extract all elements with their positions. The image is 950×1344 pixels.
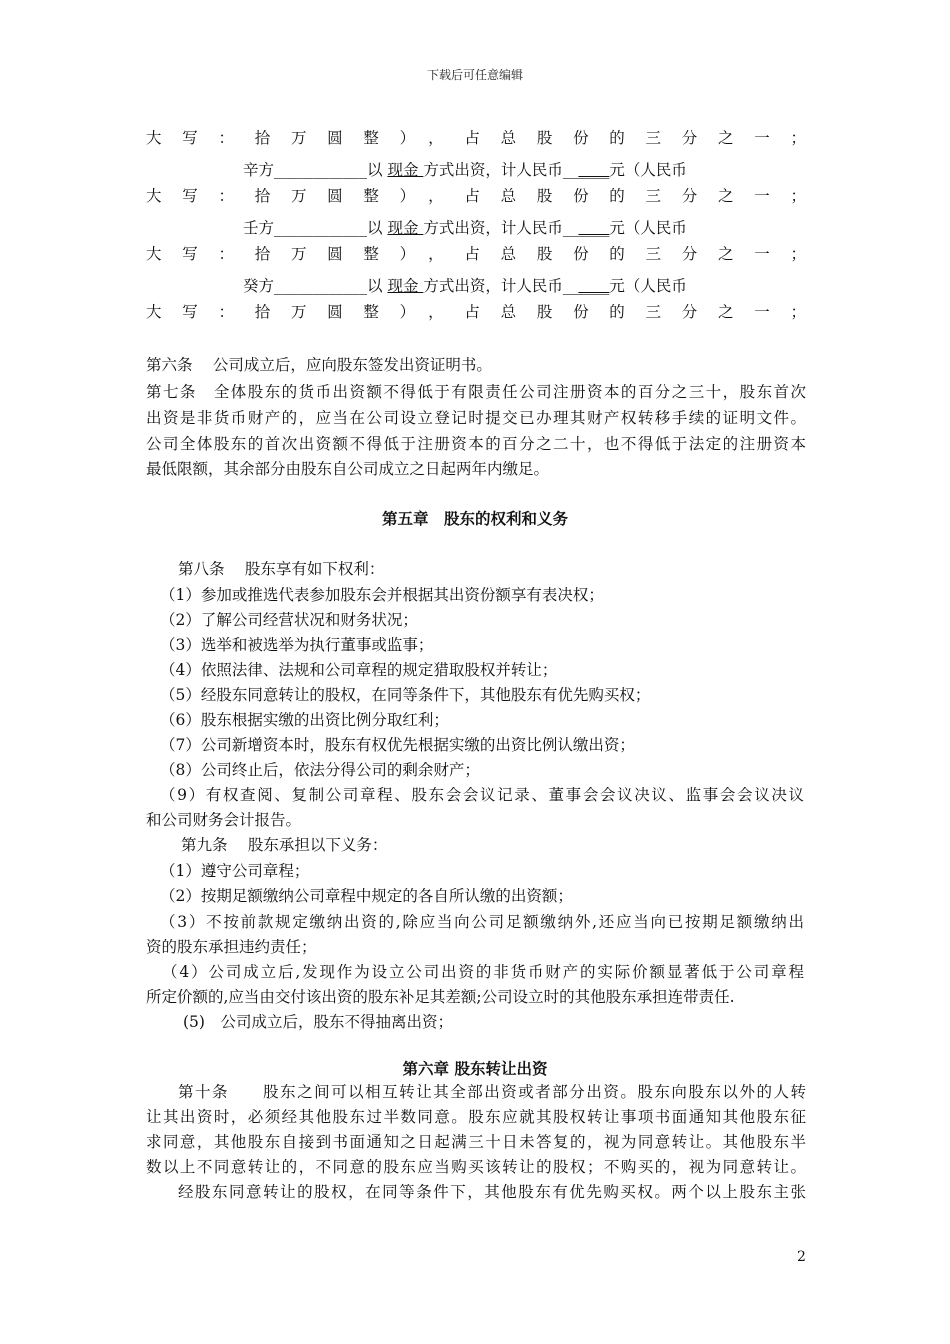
- page-number: 2: [797, 1249, 806, 1265]
- chapter-5-title: 第五章 股东的权利和义务: [381, 509, 568, 528]
- article-10-line: 经股东同意转让的股权，在同等条件下，其他股东有优先购买权。两个以上股东主张: [178, 1183, 806, 1201]
- party-xin-line: 辛方____________以 现金 方式出资，计人民币______元（人民币: [243, 161, 687, 179]
- duty-item: （1）遵守公司章程；: [160, 862, 310, 880]
- duty-item-cont: 资的股东承担违约责任；: [146, 938, 317, 956]
- article-7-line: 公司全体股东的首次出资额不得低于注册资本的百分之二十，也不得低于法定的注册资本: [146, 435, 806, 453]
- article-7-line: 第七条 全体股东的货币出资额不得低于有限责任公司注册资本的百分之三十，股东首次: [146, 383, 806, 401]
- right-item: （5）经股东同意转让的股权，在同等条件下，其他股东有优先购买权；: [160, 686, 651, 704]
- party-ren-cont: 大写：拾万圆整），占总股份的三分之一；: [146, 245, 806, 263]
- right-item: （4）依照法律、法规和公司章程的规定猎取股权并转让；: [160, 661, 558, 679]
- duty-item-cont: 所定价额的,应当由交付该出资的股东补足其差额;公司设立时的其他股东承担连带责任.: [146, 988, 735, 1006]
- right-item: （6）股东根据实缴的出资比例分取红利；: [160, 711, 449, 729]
- party-ren-line: 壬方____________以 现金 方式出资，计人民币______元（人民币: [243, 219, 687, 237]
- article-10-line: 第十条 股东之间可以相互转让其全部出资或者部分出资。股东向股东以外的人转: [178, 1083, 806, 1101]
- duty-item: （3）不按前款规定缴纳出资的,除应当向公司足额缴纳外,还应当向已按期足额缴纳出: [160, 913, 804, 931]
- right-item: （8）公司终止后，依法分得公司的剩余财产；: [160, 761, 480, 779]
- duty-item: （4）公司成立后,发现作为设立公司出资的非货币财产的实际价额显著低于公司章程: [162, 963, 804, 981]
- party-gui-cont: 大写：拾万圆整），占总股份的三分之一；: [146, 303, 806, 321]
- chapter-6-title: 第六章 股东转让出资: [402, 1059, 548, 1078]
- right-item: （9）有权查阅、复制公司章程、股东会会议记录、董事会会议决议、监事会会议决议: [160, 786, 804, 804]
- page-header: 下载后可任意编辑: [426, 68, 523, 82]
- article-9-head: 第九条 股东承担以下义务：: [181, 836, 388, 854]
- duty-item: (5) 公司成立后，股东不得抽离出资；: [183, 1013, 453, 1031]
- capital-line: 大写：拾万圆整），占总股份的三分之一；: [146, 129, 806, 147]
- right-item: （3）选举和被选举为执行董事或监事；: [160, 636, 434, 654]
- right-item: （7）公司新增资本时，股东有权优先根据实缴的出资比例认缴出资；: [160, 736, 635, 754]
- article-10-line: 让其出资时，必须经其他股东过半数同意。股东应就其股权转让事项书面通知其他股东征: [146, 1108, 806, 1126]
- party-xin-cont: 大写：拾万圆整），占总股份的三分之一；: [146, 187, 806, 205]
- article-10-line: 求同意，其他股东自接到书面通知之日起满三十日未答复的，视为同意转让。其他股东半: [146, 1133, 806, 1151]
- article-10-line: 数以上不同意转让的，不同意的股东应当购买该转让的股权；不购买的，视为同意转让。: [146, 1158, 806, 1176]
- article-7-line: 最低限额，其余部分由股东自公司成立之日起两年内缴足。: [146, 460, 550, 478]
- duty-item: （2）按期足额缴纳公司章程中规定的各自所认缴的出资额；: [160, 887, 573, 905]
- article-7-line: 出资是非货币财产的，应当在公司设立登记时提交已办理其财产权转移手续的证明文件。: [146, 409, 806, 427]
- right-item-cont: 和公司财务会计报告。: [146, 811, 302, 829]
- party-gui-line: 癸方____________以 现金 方式出资，计人民币______元（人民币: [243, 277, 687, 295]
- right-item: （2）了解公司经营状况和财务状况；: [160, 611, 418, 629]
- right-item: （1）参加或推选代表参加股东会并根据其出资份额享有表决权；: [160, 586, 604, 604]
- article-6: 第六条 公司成立后，应向股东签发出资证明书。: [146, 356, 492, 374]
- article-8-head: 第八条 股东享有如下权利：: [178, 560, 385, 578]
